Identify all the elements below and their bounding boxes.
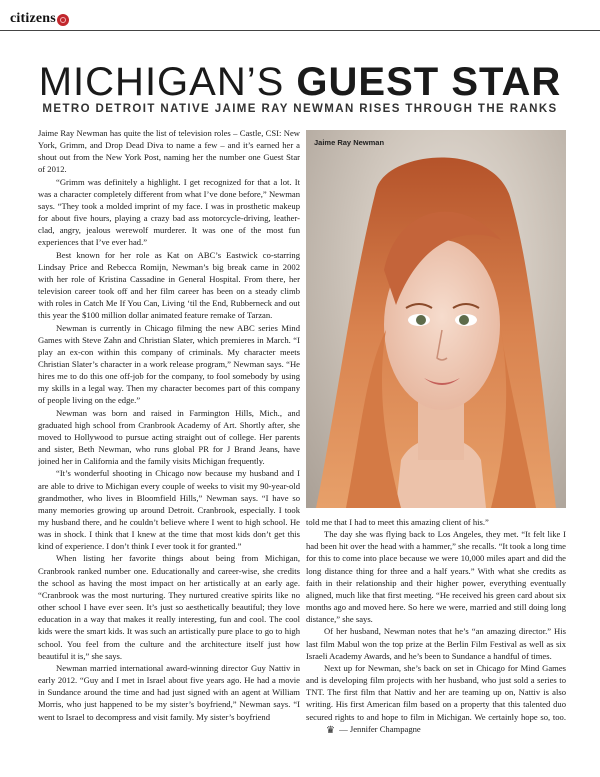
- left-column: [38, 127, 300, 770]
- paragraph: Best known for her role as Kat on ABC’s Eastwick co-starring Lindsay Price and Rebecca Romijn, Newman’s big break came in 2002 with her role of Kristina Cassadine in General Hospital. From there, her television career took off and her film career has been on a steady climb with roles in Catch Me If You Can, Living ‘til the End, Rubberneck and out this year the $100 million dollar animated feature remake of Tarzan.: [38, 249, 300, 321]
- paragraph: “It’s wonderful shooting in Chicago now because my husband and I are able to drive to Michigan every couple of weeks to visit my 90-year-old grandmother, who lives in Bloomfield Hills,” Newman says. “I have so many memories growing up around Detroit. Cranbrook, especially. I took my husband there, and he couldn’t believe where I went to high school. He was in shock. I think that I knew at the time that most kids don’t get this kind of experience. I don’t think I ever took it for granted.”: [38, 468, 300, 552]
- headline-light: MICHIGAN’S: [38, 60, 297, 104]
- section-label: citizens: [10, 11, 56, 26]
- paragraph: Newman married international award-winning director Guy Nattiv in early 2012. “Guy and I met in Israel about five years ago. He had a movie in Sundance around the time and had just signed with an agent at William Morris, who just happened to be my sister’s boyfriend,” Newman says. “I went to Israel to decompress and visit family. My sister’s boyfriend: [38, 662, 300, 722]
- paragraph: told me that I had to meet this amazing client of his.”: [306, 517, 489, 527]
- headline-bold: GUEST STAR: [296, 60, 562, 104]
- portrait-photo: [306, 130, 566, 508]
- section-mark-icon: [57, 14, 69, 26]
- deck: METRO DETROIT NATIVE JAIME RAY NEWMAN RISES THROUGH THE RANKS: [42, 103, 558, 115]
- photo-caption: Jaime Ray Newman: [314, 138, 385, 147]
- crown-icon: ♛: [326, 724, 335, 736]
- paragraph: Of her husband, Newman notes that he’s “an amazing director.” His last film Mabul won the top prize at the Berlin Film Festival as well as six Israeli Academy Awards, and he’s been to Sundance a handful of times.: [306, 626, 566, 661]
- paragraph: Jaime Ray Newman has quite the list of television roles – Castle, CSI: New York, Grimm, and Drop Dead Diva to name a few – and it’s earned her a shout out from the New York Post, naming her the number one Guest Star of 2012.: [38, 128, 300, 175]
- headline: [0, 60, 600, 104]
- author-signoff: — Jennifer Champagne: [339, 723, 421, 734]
- paragraph-text: Next up for Newman, she’s back on set in Chicago for Mind Games and is developing film projects with her husband, who just sold a series to TNT. The first film that Nattiv and her are teaming up on, Nattiv is also writing. His first American film based on a property that this talented duo secured rights to and hope to film in Michigan. We certainly hope so, too.: [306, 662, 566, 722]
- paragraph: Newman is currently in Chicago filming the new ABC series Mind Games with Steve Zahn and Christian Slater, which premieres in March. “I play an ex-con within this company of criminals. My character meets Christian Slater’s character in a work release program,” Newman says. “He hires me to do this one off-job for the company, to fool somebody by using my skills in a legal way. Then my character becomes part of this company of people living on the edge.”: [38, 322, 300, 406]
- section-tag: [10, 2, 69, 26]
- paragraph: “Grimm was definitely a highlight. I get recognized for that a lot. It was a character completely different from what I’ve done before,” Newman says. “They took a molded imprint of my face. I was in prosthetic makeup for about five hours, playing a crazy bad ass motorcycle-driving, leather-clad, angry, jealous werewolf murderer. It was one of the most fun experiences that I’ve ever had.”: [38, 176, 300, 248]
- right-column: [306, 516, 566, 766]
- paragraph: When listing her favorite things about being from Michigan, Cranbrook ranked number one. Educationally and career-wise, she credits the school as having the most impact on her artistically at an early age. “Cranbrook was the most nurturing. They nurtured creative spirits like no other school I have ever seen. It’s just so aesthetically beautiful; they love education in a way that makes it really interesting, fun and cool. The cool kids were the smart kids. It was such an artistically pure place to go to high school. You feel from the culture and the architecture itself just how beautiful it is,” she says.: [38, 553, 300, 661]
- paragraph: [306, 662, 566, 736]
- paragraph: The day she was flying back to Los Angeles, they met. “It felt like I had been hit over the head with a hammer,” she recalls. “It took a long time for this to come into place because we were 10,000 miles apart and did the long distance thing for three and a half years.” With what she credits as faith in their relationship and their higher power, everything eventually aligned, much like that first meeting. “He received his green card about six months ago and moved here. So here we were, married and still doing long distance,” she says.: [306, 529, 566, 625]
- portrait-illustration: [306, 130, 566, 508]
- header-rule: [0, 30, 600, 31]
- paragraph: Newman was born and raised in Farmington Hills, Mich., and graduated high school from Cranbrook Academy of Art. Shortly after, she moved to Hollywood to pursue acting straight out of college. Her parents and sister, Beth Newman, who runs global PR for J Brand Jeans, have joined her in California and the family visits Michigan frequently.: [38, 407, 300, 467]
